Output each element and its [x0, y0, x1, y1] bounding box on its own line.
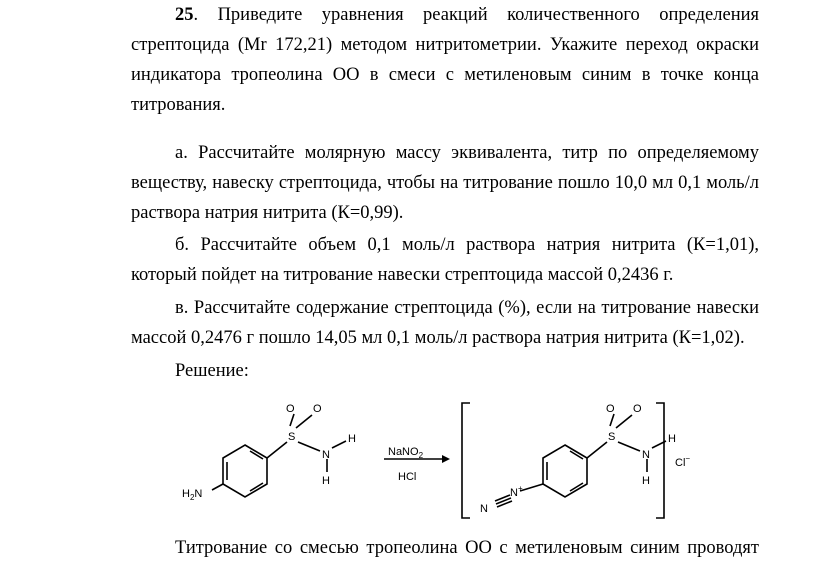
oxygen-3: O	[606, 403, 615, 415]
oxygen-1: O	[286, 403, 295, 415]
nitrogen-atom: N	[322, 449, 330, 461]
part-a-line-2: веществу, навеску стрептоцида, чтобы на титрование пошло 10,0 мл 0,1 моль/л	[131, 173, 759, 193]
reagent-top: NaNO$_2$	[388, 446, 424, 460]
task-line-3: индикатора тропеолина ОО в смеси с метиленовым синим в точке конца	[131, 65, 759, 85]
sulfur-atom: S	[288, 431, 296, 443]
bottom-line: Титрование со смесью тропеолина ОО с метиленовым синим проводят	[175, 538, 759, 558]
part-v-line-1: в. Рассчитайте содержание стрептоцида (%), если на титрование навески	[175, 298, 759, 318]
benzene-ring-left	[223, 445, 267, 497]
sulfanilamide-structure	[182, 403, 356, 502]
part-v-paragraph	[131, 293, 759, 353]
solution-heading	[131, 356, 759, 386]
part-a-line-1: а. Рассчитайте молярную массу эквивалента, титр по определяемому	[175, 143, 759, 163]
part-a-paragraph	[131, 138, 759, 228]
hydrogen-atom: H	[348, 433, 356, 445]
oxygen-4: O	[633, 403, 642, 415]
chloride-counter-ion: Cl−	[675, 454, 691, 469]
reaction-scheme	[180, 398, 720, 528]
task-line-1: . Приведите уравнения реакций количественного определения	[193, 5, 759, 25]
oxygen-2: O	[313, 403, 322, 415]
hydrogen-atom: H	[668, 433, 676, 445]
task-paragraph	[131, 0, 759, 120]
amine-group: $H_2N$	[182, 488, 203, 502]
bracket-left	[462, 403, 470, 518]
task-number: 25	[175, 5, 194, 25]
sulfur-atom: S	[608, 431, 616, 443]
diazonium-n-plus: N+	[510, 484, 523, 499]
hydrogen-atom: H	[322, 475, 330, 487]
hydrogen-atom: H	[642, 475, 650, 487]
part-v-line-2: массой 0,2476 г пошло 14,05 мл 0,1 моль/л раствора натрия нитрита (К=1,02).	[131, 328, 745, 348]
nitrogen-atom: N	[642, 449, 650, 461]
bottom-paragraph	[131, 533, 759, 563]
task-line-2: стрептоцида (Mr 172,21) методом нитритометрии. Укажите переход окраски	[131, 35, 759, 55]
part-b-paragraph	[131, 230, 759, 290]
solution-label: Решение:	[175, 361, 249, 381]
part-a-line-3: раствора натрия нитрита (К=0,99).	[131, 203, 404, 223]
diazonium-n-terminal: N	[480, 503, 488, 515]
arrow-head	[442, 455, 450, 463]
reagent-bottom: HCl	[398, 471, 417, 483]
task-line-4: титрования.	[131, 95, 226, 115]
bracket-right	[656, 403, 664, 518]
diazonium-structure	[480, 403, 676, 515]
benzene-ring-right	[543, 445, 587, 497]
part-b-line-1: б. Рассчитайте объем 0,1 моль/л раствора натрия нитрита (К=1,01),	[175, 235, 759, 255]
part-b-line-2: который пойдет на титрование навески стрептоцида массой 0,2436 г.	[131, 265, 674, 285]
reaction-arrow	[384, 446, 450, 483]
